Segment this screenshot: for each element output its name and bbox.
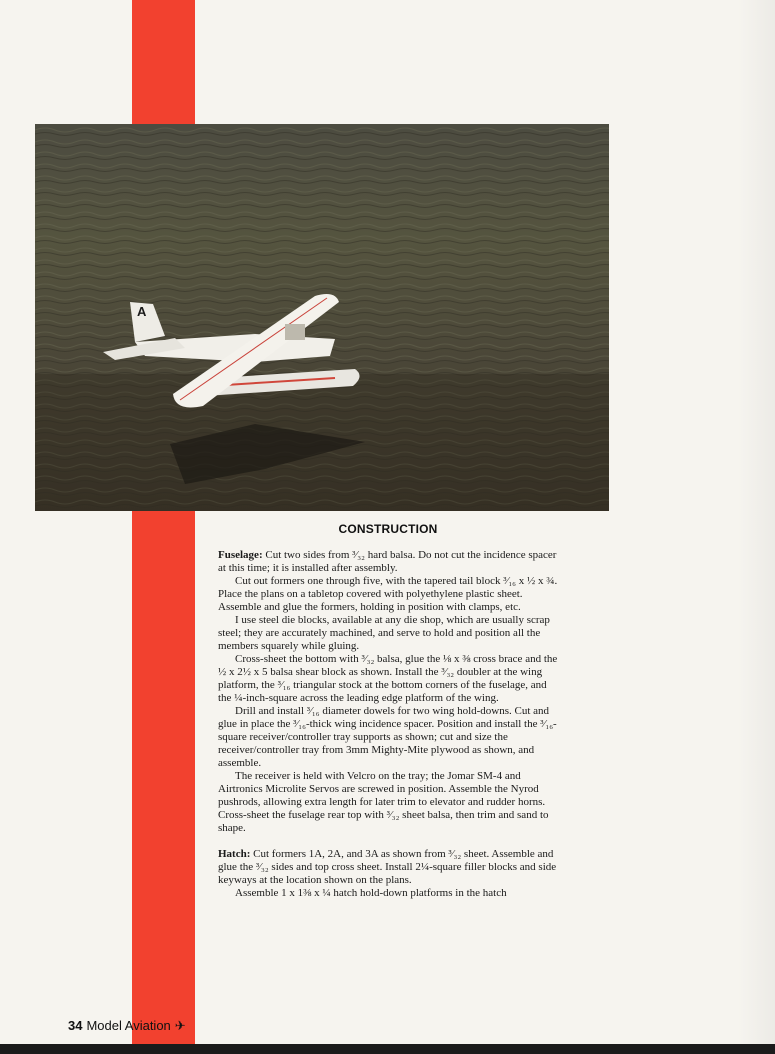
paragraph-text: The receiver is held with Velcro on the tray; the Jomar SM-4 and Airtronics Microlite Servos are screwed in position. Assemble the Nyrod pushrods, allowing extra length for later trim to elevator and rudder horns. Cross-sheet the fuselage rear top with ³⁄₃₂ sheet balsa, then trim and sand to shape.: [218, 770, 549, 834]
paragraph-text: I use steel die blocks, available at any die shop, which are usually scrap steel; they are accurately machined, and serve to hold and position all the members squarely while gluing.: [218, 614, 550, 652]
paragraph-lead: Fuselage:: [218, 549, 263, 561]
page-edge-shadow: [738, 0, 775, 1044]
paragraph: [218, 575, 558, 614]
seaplane-photo-illustration: [35, 124, 609, 511]
paragraph-text: Cut out formers one through five, with the tapered tail block ³⁄₁₆ x ½ x ¾. Place the plans on a tabletop covered with polyethylene plastic sheet. Assemble and glue the formers, holding in position with clamps, etc.: [218, 575, 558, 613]
bottom-border: [0, 1044, 775, 1054]
paragraph: [218, 653, 558, 705]
section-heading: CONSTRUCTION: [338, 522, 438, 536]
magazine-name: Model Aviation: [86, 1018, 171, 1033]
page-number: 34: [68, 1018, 83, 1033]
paragraph: [218, 848, 558, 887]
seaplane-photo: [35, 124, 609, 511]
paragraph-text: Cut two sides from ³⁄₃₂ hard balsa. Do not cut the incidence spacer at this time; it is installed after assembly.: [218, 549, 557, 574]
paragraph: [218, 770, 558, 835]
page-footer: [68, 1018, 186, 1034]
paragraph-text: Drill and install ³⁄₁₆ diameter dowels for two wing hold-downs. Cut and glue in place the ³⁄₁₆-thick wing incidence spacer. Position and install the ³⁄₁₆-square receiver/controller tray supports as shown; cut and size the receiver/controller tray from 3mm Mighty-Mite plywood as shown, and assemble.: [218, 705, 557, 769]
paragraph-text: Assemble 1 x 1⅜ x ¼ hatch hold-down platforms in the hatch: [235, 887, 507, 899]
tail-letter: A: [137, 304, 147, 319]
airplane-icon: ✈: [174, 1018, 186, 1033]
paragraph-lead: Hatch:: [218, 848, 251, 860]
paragraph: [218, 705, 558, 770]
article-body: [218, 549, 558, 900]
paragraph-text: Cut formers 1A, 2A, and 3A as shown from ³⁄₃₂ sheet. Assemble and glue the ³⁄₃₂ sides and top cross sheet. Install 2¼-square filler blocks and side keyways at the location shown on the plans.: [218, 848, 557, 886]
paragraph: [218, 887, 558, 900]
paragraph: [218, 549, 558, 575]
paragraph: [218, 614, 558, 653]
paragraph-text: Cross-sheet the bottom with ³⁄₃₂ balsa, glue the ⅛ x ⅜ cross brace and the ½ x 2½ x 5 balsa shear block as shown. Install the ³⁄₃₂ doubler at the wing platform, the ³⁄₁₆ triangular stock at the bottom corners of the fuselage, and the ¼-inch-square across the leading edge platform of the wing.: [218, 653, 558, 704]
